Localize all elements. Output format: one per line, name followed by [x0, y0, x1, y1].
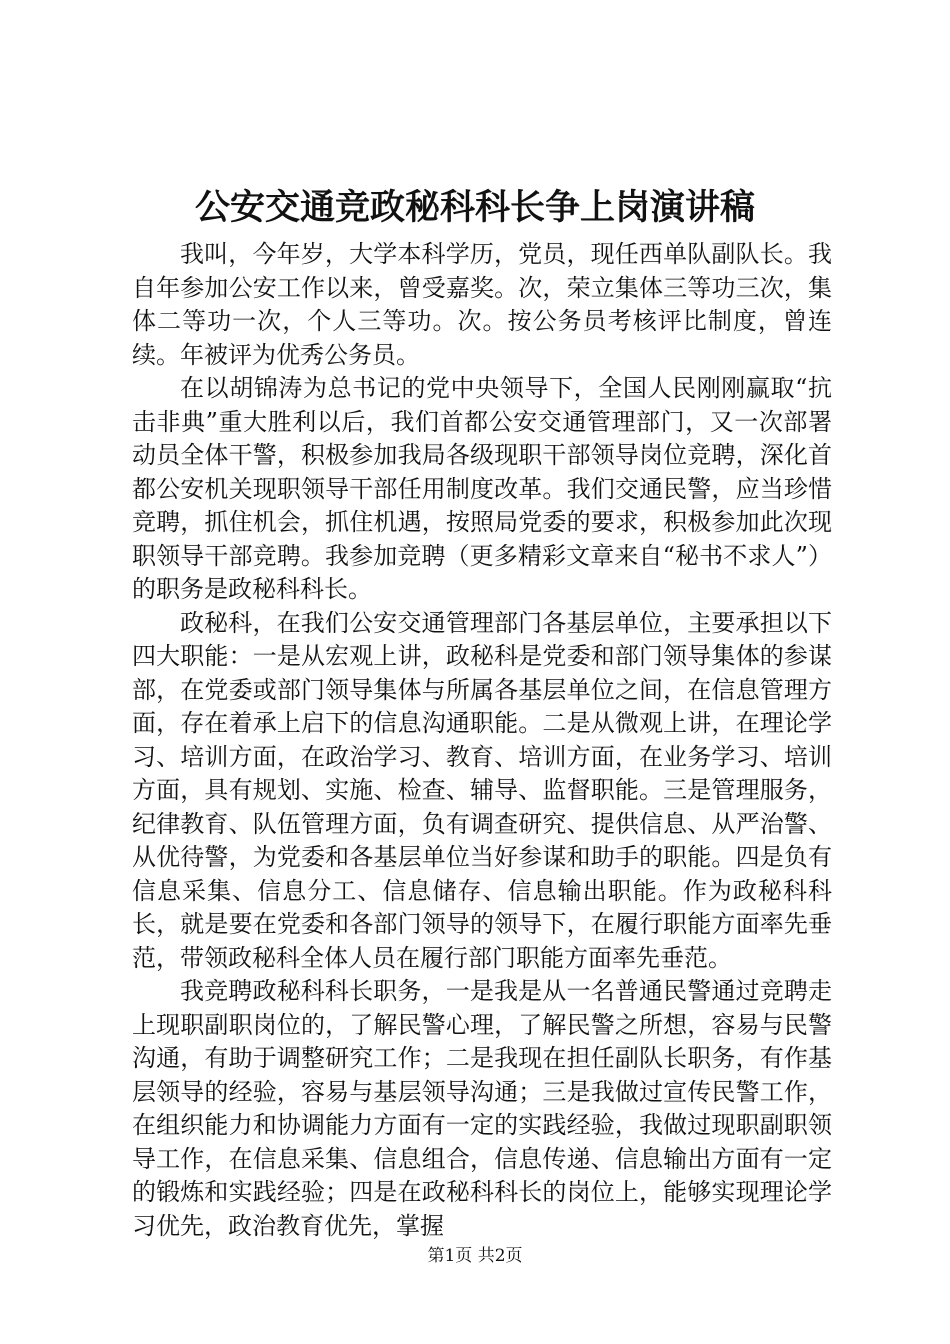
paragraph-4: 我竞聘政秘科科长职务，一是我是从一名普通民警通过竞聘走上现职副职岗位的，了解民警心理，了解民警之所想，容易与民警沟通，有助于调整研究工作；二是我现在担任副队长职务，有作基层领导的经验，容易与基层领导沟通；三是我做过宣传民警工作，在组织能力和协调能力方面有一定的实践经验，我做过现职副职领导工作，在信息采集、信息组合，信息传递、信息输出方面有一定的锻炼和实践经验；四是在政秘科科长的岗位上，能够实现理论学习优先，政治教育优先，掌握: [132, 977, 832, 1240]
paragraph-2: 在以胡锦涛为总书记的党中央领导下，全国人民刚刚赢取“抗击非典”重大胜利以后，我们首都公安交通管理部门，又一次部署动员全体干警，积极参加我局各级现职干部领导岗位竞聘，深化首都公安机关现职领导干部任用制度改革。我们交通民警，应当珍惜竞聘，抓住机会，抓住机遇，按照局党委的要求，积极参加此次现职领导干部竞聘。我参加竞聘（更多精彩文章来自“秘书不求人”）的职务是政秘科科长。: [132, 374, 832, 603]
document-title: 公安交通竞政秘科科长争上岗演讲稿: [194, 187, 755, 228]
paragraph-3: 政秘科，在我们公安交通管理部门各基层单位，主要承担以下四大职能：一是从宏观上讲，政秘科是党委和部门领导集体的参谋部，在党委或部门领导集体与所属各基层单位之间，在信息管理方面，存在着承上启下的信息沟通职能。二是从微观上讲，在理论学习、培训方面，在政治学习、教育、培训方面，在业务学习、培训方面，具有规划、实施、检查、辅导、监督职能。三是管理服务，纪律教育、队伍管理方面，负有调查研究、提供信息、从严治警、从优待警，为党委和各基层单位当好参谋和助手的职能。四是负有信息采集、信息分工、信息储存、信息输出职能。作为政秘科科长，就是要在党委和各部门领导的领导下，在履行职能方面率先垂范，带领政秘科全体人员在履行部门职能方面率先垂范。: [132, 608, 832, 972]
page-number-footer: 第1页 共2页: [427, 1246, 523, 1266]
document-body: [132, 238, 832, 1243]
paragraph-1: 我叫，今年岁，大学本科学历，党员，现任西单队副队长。我自年参加公安工作以来，曾受嘉奖。次，荣立集体三等功三次，集体二等功一次，个人三等功。次。按公务员考核评比制度，曾连续。年被评为优秀公务员。: [132, 240, 832, 369]
